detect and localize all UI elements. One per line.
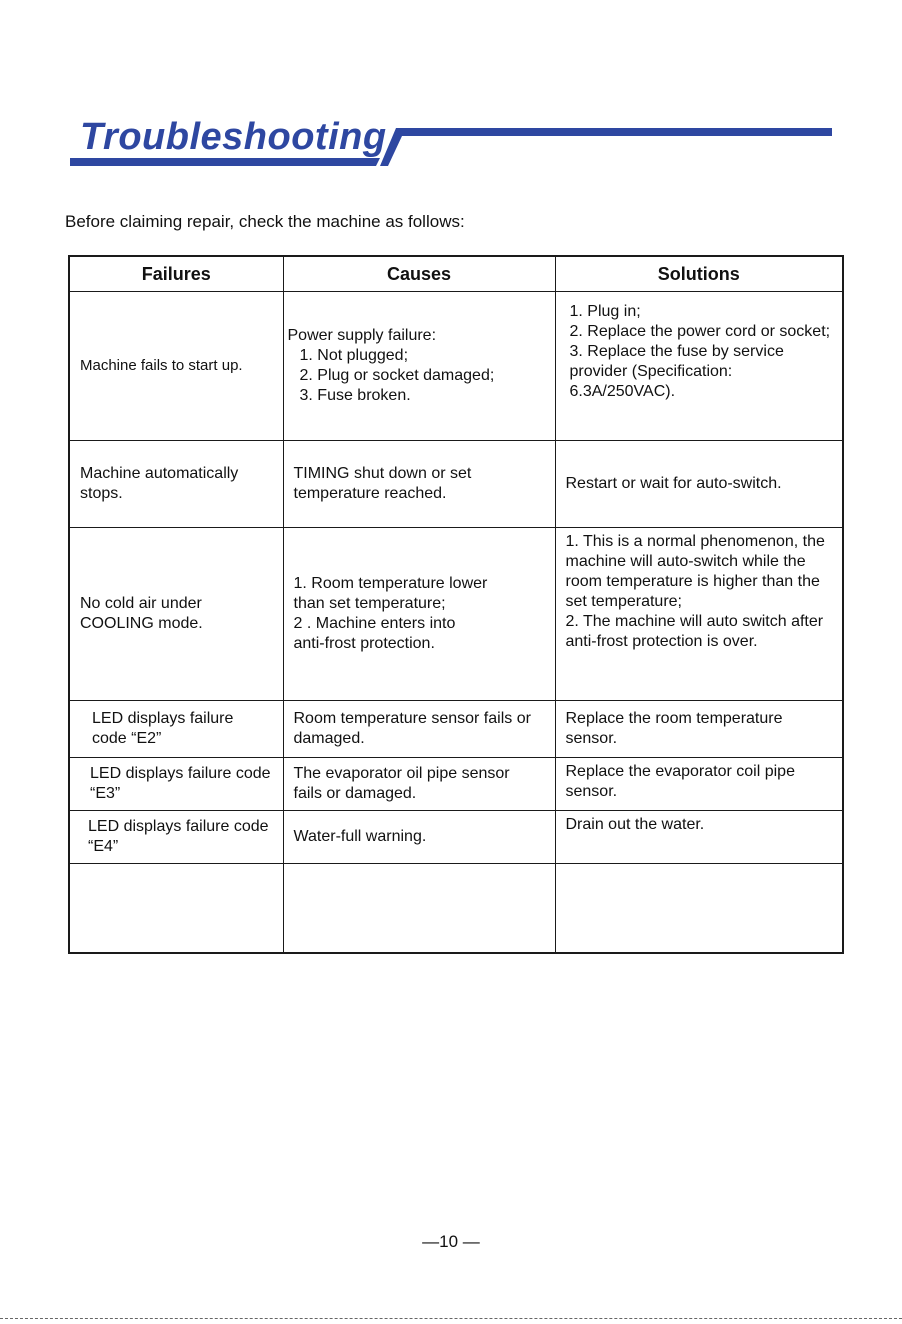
- table-row: [69, 758, 843, 811]
- cause-cell: Room temperature sensor fails or damaged.: [283, 701, 555, 758]
- cause-cell: [283, 864, 555, 954]
- solution-cell: Drain out the water.: [555, 811, 843, 864]
- table-row: [69, 292, 843, 441]
- failure-cell: Machine fails to start up.: [69, 292, 283, 441]
- cause-cell: [283, 292, 555, 441]
- cause-cell: 1. Room temperature lower than set temperature; 2 . Machine enters into anti-frost protection.: [283, 528, 555, 701]
- solution-text: 1. This is a normal phenomenon, the machine will auto-switch while the room temperature is higher than the set temperature; 2. The machine will auto switch after anti-frost protection is over.: [565, 533, 825, 650]
- cause-cell: Water-full warning.: [283, 811, 555, 864]
- solution-cell: [555, 864, 843, 954]
- bottom-dashed-rule: [0, 1318, 902, 1319]
- solution-cell: Restart or wait for auto-switch.: [555, 441, 843, 528]
- table-row: [69, 528, 843, 701]
- solution-cell: [555, 528, 843, 701]
- cause-cell: The evaporator oil pipe sensor fails or damaged.: [283, 758, 555, 811]
- header-solutions: Solutions: [555, 256, 843, 292]
- cause-title: Power supply failure:: [287, 327, 437, 344]
- page-title: Troubleshooting: [80, 116, 387, 158]
- page-number: —10 —: [422, 1232, 480, 1251]
- title-underline-graphic: [0, 0, 902, 190]
- solution-cell: Replace the room temperature sensor.: [555, 701, 843, 758]
- intro-text: Before claiming repair, check the machine as follows:: [65, 212, 465, 231]
- cause-list: 1. Not plugged; 2. Plug or socket damaged; 3. Fuse broken.: [299, 347, 495, 404]
- failure-cell: LED displays failure code “E3”: [69, 758, 283, 811]
- table-header-row: [69, 256, 843, 292]
- header-failures: Failures: [69, 256, 283, 292]
- failure-cell: No cold air under COOLING mode.: [69, 528, 283, 701]
- failure-cell: LED displays failure code “E4”: [69, 811, 283, 864]
- failure-cell: LED displays failure code “E2”: [69, 701, 283, 758]
- table-row: [69, 864, 843, 954]
- table-row: [69, 441, 843, 528]
- cause-cell: TIMING shut down or set temperature reached.: [283, 441, 555, 528]
- title-banner: [0, 0, 902, 190]
- solution-cell: Replace the evaporator coil pipe sensor.: [555, 758, 843, 811]
- solution-cell: 1. Plug in; 2. Replace the power cord or socket; 3. Replace the fuse by service provider (Specification: 6.3A/250VAC).: [555, 292, 843, 441]
- failure-cell: [69, 864, 283, 954]
- failure-cell: Machine automatically stops.: [69, 441, 283, 528]
- troubleshooting-table: [68, 255, 844, 954]
- header-causes: Causes: [283, 256, 555, 292]
- table-row: [69, 701, 843, 758]
- table-row: [69, 811, 843, 864]
